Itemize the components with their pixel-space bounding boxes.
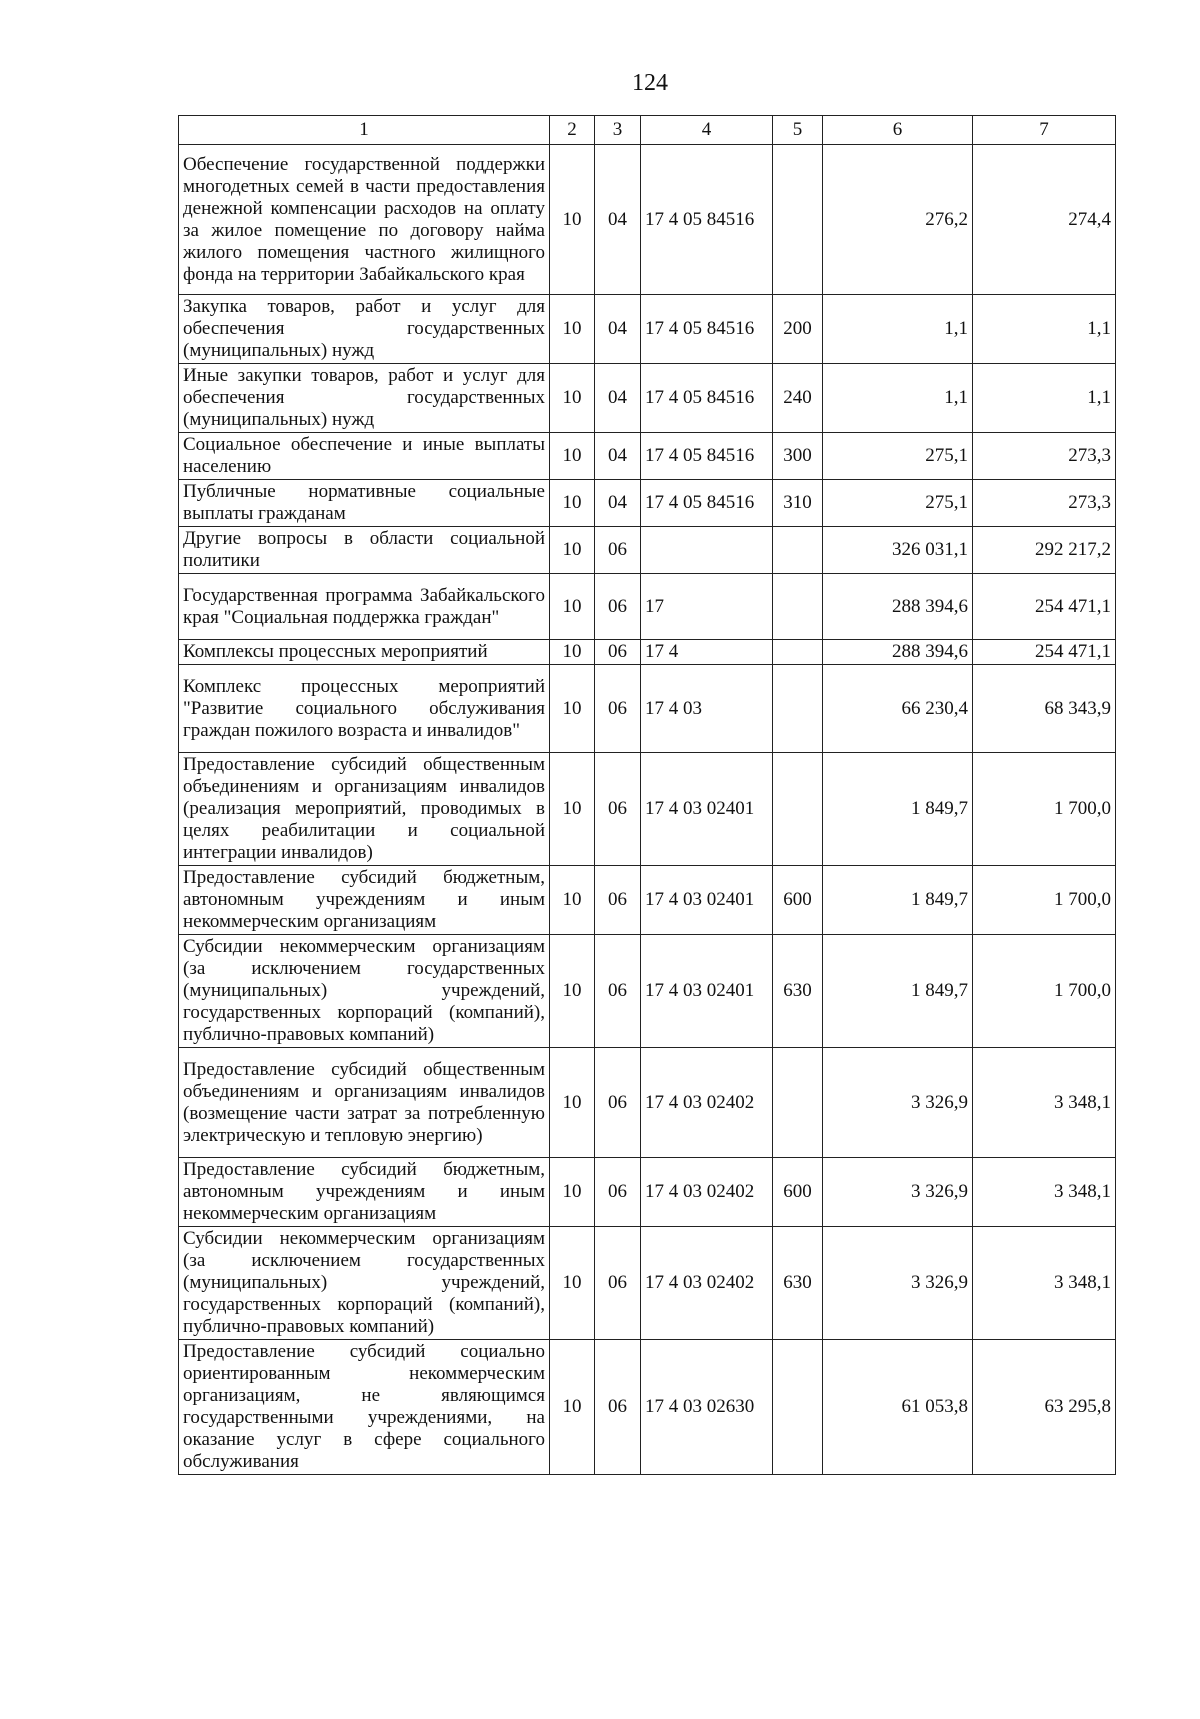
- row-target-article: [641, 527, 773, 574]
- table-row: [179, 1048, 1116, 1158]
- row-section: 10: [550, 935, 595, 1048]
- row-amount-col7: 1 700,0: [973, 753, 1116, 866]
- row-amount-col6: 3 326,9: [823, 1227, 973, 1340]
- column-header-7: 7: [973, 116, 1116, 145]
- row-amount-col7: 3 348,1: [973, 1048, 1116, 1158]
- row-section: 10: [550, 433, 595, 480]
- row-amount-col7: 68 343,9: [973, 665, 1116, 753]
- row-section: 10: [550, 665, 595, 753]
- row-subsection: 06: [595, 1340, 641, 1475]
- row-target-article: 17 4 03: [641, 665, 773, 753]
- row-subsection: 06: [595, 1158, 641, 1227]
- table-row: [179, 295, 1116, 364]
- row-amount-col6: 326 031,1: [823, 527, 973, 574]
- row-target-article: 17 4 03 02402: [641, 1158, 773, 1227]
- row-name: Государственная программа Забайкальского края "Социальная поддержка граждан": [179, 574, 550, 640]
- row-subsection: 06: [595, 640, 641, 665]
- row-name: Иные закупки товаров, работ и услуг для обеспечения государственных (муниципальных) нужд: [179, 364, 550, 433]
- row-name: Субсидии некоммерческим организациям (за исключением государственных (муниципальных) учреждений, государственных корпораций (компаний), публично-правовых компаний): [179, 935, 550, 1048]
- table-row: [179, 753, 1116, 866]
- row-subsection: 06: [595, 527, 641, 574]
- row-target-article: 17 4 05 84516: [641, 480, 773, 527]
- row-amount-col7: 273,3: [973, 480, 1116, 527]
- row-expense-type: 310: [773, 480, 823, 527]
- row-amount-col6: 1,1: [823, 364, 973, 433]
- row-amount-col7: 292 217,2: [973, 527, 1116, 574]
- row-expense-type: 200: [773, 295, 823, 364]
- row-name: Комплексы процессных мероприятий: [179, 640, 550, 665]
- table-row: [179, 574, 1116, 640]
- table-body: [179, 145, 1116, 1475]
- table-row: [179, 665, 1116, 753]
- row-amount-col6: 276,2: [823, 145, 973, 295]
- row-name: Комплекс процессных мероприятий "Развитие социального обслуживания граждан пожилого возраста и инвалидов": [179, 665, 550, 753]
- row-subsection: 04: [595, 433, 641, 480]
- column-header-4: 4: [641, 116, 773, 145]
- column-header-6: 6: [823, 116, 973, 145]
- row-section: 10: [550, 527, 595, 574]
- row-subsection: 06: [595, 935, 641, 1048]
- table-row: [179, 145, 1116, 295]
- row-expense-type: 300: [773, 433, 823, 480]
- row-name: Предоставление субсидий общественным объединениям и организациям инвалидов (реализация мероприятий, проводимых в целях реабилитации и социальной интеграции инвалидов): [179, 753, 550, 866]
- row-amount-col7: 1,1: [973, 364, 1116, 433]
- row-target-article: 17 4 03 02401: [641, 935, 773, 1048]
- row-name: Предоставление субсидий бюджетным, автономным учреждениям и иным некоммерческим организациям: [179, 1158, 550, 1227]
- row-expense-type: 600: [773, 866, 823, 935]
- row-name: Социальное обеспечение и иные выплаты населению: [179, 433, 550, 480]
- row-amount-col6: 288 394,6: [823, 574, 973, 640]
- table-row: [179, 1227, 1116, 1340]
- table-row: [179, 433, 1116, 480]
- row-name: Предоставление субсидий общественным объединениям и организациям инвалидов (возмещение части затрат за потребленную электрическую и тепловую энергию): [179, 1048, 550, 1158]
- row-section: 10: [550, 753, 595, 866]
- table-row: [179, 1340, 1116, 1475]
- column-header-3: 3: [595, 116, 641, 145]
- row-section: 10: [550, 295, 595, 364]
- row-subsection: 04: [595, 145, 641, 295]
- row-amount-col6: 288 394,6: [823, 640, 973, 665]
- row-amount-col6: 61 053,8: [823, 1340, 973, 1475]
- row-amount-col7: 1,1: [973, 295, 1116, 364]
- row-amount-col6: 275,1: [823, 480, 973, 527]
- row-target-article: 17 4 05 84516: [641, 433, 773, 480]
- table-row: [179, 527, 1116, 574]
- row-amount-col7: 274,4: [973, 145, 1116, 295]
- row-expense-type: 630: [773, 935, 823, 1048]
- row-subsection: 04: [595, 364, 641, 433]
- row-subsection: 06: [595, 753, 641, 866]
- row-target-article: 17: [641, 574, 773, 640]
- column-header-2: 2: [550, 116, 595, 145]
- row-expense-type: [773, 753, 823, 866]
- table-row: [179, 640, 1116, 665]
- row-expense-type: 240: [773, 364, 823, 433]
- column-header-1: 1: [179, 116, 550, 145]
- row-amount-col7: 273,3: [973, 433, 1116, 480]
- row-target-article: 17 4 03 02402: [641, 1048, 773, 1158]
- row-amount-col7: 254 471,1: [973, 640, 1116, 665]
- column-header-5: 5: [773, 116, 823, 145]
- row-expense-type: [773, 527, 823, 574]
- row-amount-col7: 3 348,1: [973, 1158, 1116, 1227]
- row-expense-type: [773, 1340, 823, 1475]
- row-amount-col7: 63 295,8: [973, 1340, 1116, 1475]
- row-name: Предоставление субсидий социально ориентированным некоммерческим организациям, не являющимся государственными учреждениями, на оказание услуг в сфере социального обслуживания: [179, 1340, 550, 1475]
- row-section: 10: [550, 145, 595, 295]
- row-target-article: 17 4: [641, 640, 773, 665]
- table-row: [179, 364, 1116, 433]
- row-expense-type: [773, 665, 823, 753]
- row-amount-col7: 3 348,1: [973, 1227, 1116, 1340]
- row-subsection: 04: [595, 295, 641, 364]
- row-amount-col6: 275,1: [823, 433, 973, 480]
- row-section: 10: [550, 640, 595, 665]
- row-name: Субсидии некоммерческим организациям (за исключением государственных (муниципальных) учреждений, государственных корпораций (компаний), публично-правовых компаний): [179, 1227, 550, 1340]
- row-subsection: 06: [595, 866, 641, 935]
- row-amount-col6: 1 849,7: [823, 753, 973, 866]
- row-subsection: 06: [595, 1227, 641, 1340]
- row-name: Другие вопросы в области социальной политики: [179, 527, 550, 574]
- row-subsection: 06: [595, 1048, 641, 1158]
- table-row: [179, 480, 1116, 527]
- row-name: Предоставление субсидий бюджетным, автономным учреждениям и иным некоммерческим организациям: [179, 866, 550, 935]
- row-amount-col6: 1,1: [823, 295, 973, 364]
- row-name: Закупка товаров, работ и услуг для обеспечения государственных (муниципальных) нужд: [179, 295, 550, 364]
- page-number: 124: [632, 70, 668, 96]
- row-section: 10: [550, 574, 595, 640]
- row-target-article: 17 4 03 02401: [641, 753, 773, 866]
- row-section: 10: [550, 1340, 595, 1475]
- row-amount-col7: 1 700,0: [973, 866, 1116, 935]
- row-amount-col7: 1 700,0: [973, 935, 1116, 1048]
- row-subsection: 06: [595, 574, 641, 640]
- budget-table: [178, 115, 1116, 1475]
- row-target-article: 17 4 05 84516: [641, 295, 773, 364]
- table-row: [179, 1158, 1116, 1227]
- table-row: [179, 935, 1116, 1048]
- row-expense-type: 630: [773, 1227, 823, 1340]
- row-amount-col7: 254 471,1: [973, 574, 1116, 640]
- row-name: Публичные нормативные социальные выплаты гражданам: [179, 480, 550, 527]
- row-section: 10: [550, 480, 595, 527]
- row-expense-type: [773, 1048, 823, 1158]
- row-target-article: 17 4 05 84516: [641, 364, 773, 433]
- row-section: 10: [550, 1158, 595, 1227]
- row-target-article: 17 4 05 84516: [641, 145, 773, 295]
- row-name: Обеспечение государственной поддержки многодетных семей в части предоставления денежной компенсации расходов на оплату за жилое помещение по договору найма жилого помещения частного жилищного фонда на территории Забайкальского края: [179, 145, 550, 295]
- row-subsection: 06: [595, 665, 641, 753]
- row-section: 10: [550, 364, 595, 433]
- row-subsection: 04: [595, 480, 641, 527]
- row-target-article: 17 4 03 02630: [641, 1340, 773, 1475]
- row-expense-type: [773, 145, 823, 295]
- row-amount-col6: 3 326,9: [823, 1158, 973, 1227]
- row-section: 10: [550, 866, 595, 935]
- row-section: 10: [550, 1227, 595, 1340]
- row-section: 10: [550, 1048, 595, 1158]
- row-target-article: 17 4 03 02401: [641, 866, 773, 935]
- row-amount-col6: 1 849,7: [823, 935, 973, 1048]
- row-amount-col6: 3 326,9: [823, 1048, 973, 1158]
- row-target-article: 17 4 03 02402: [641, 1227, 773, 1340]
- table-header-row: [179, 116, 1116, 145]
- row-expense-type: [773, 574, 823, 640]
- row-amount-col6: 66 230,4: [823, 665, 973, 753]
- table-row: [179, 866, 1116, 935]
- row-amount-col6: 1 849,7: [823, 866, 973, 935]
- row-expense-type: 600: [773, 1158, 823, 1227]
- row-expense-type: [773, 640, 823, 665]
